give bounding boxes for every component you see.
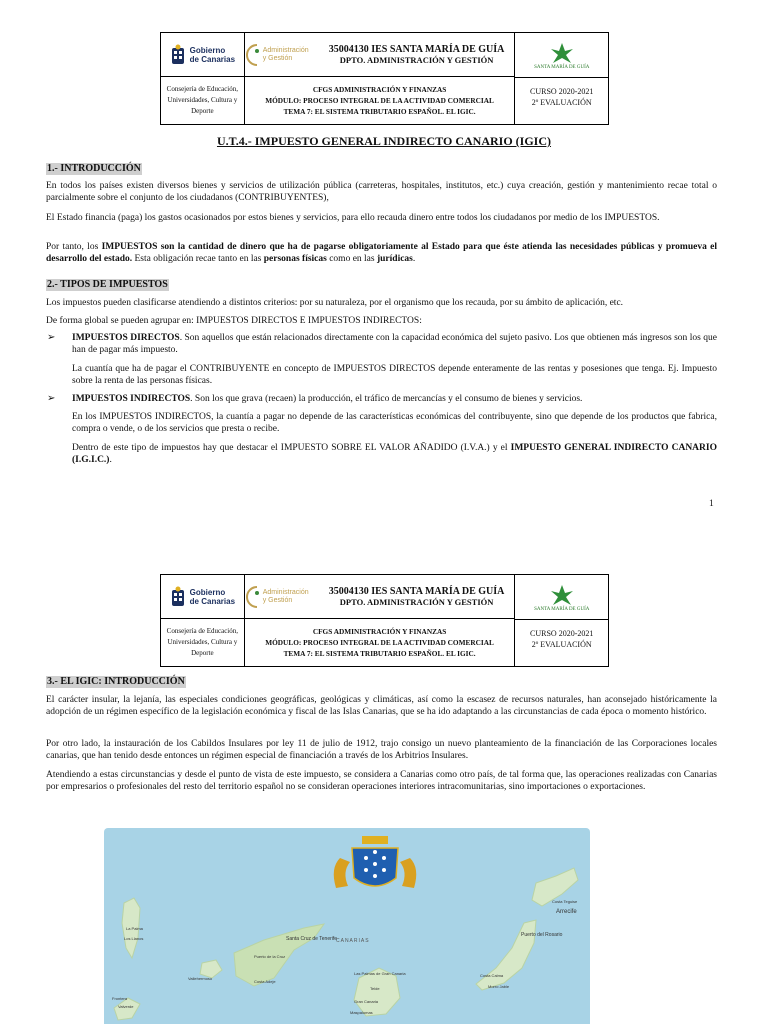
consejeria: Consejería de Educación, Universidades, Cultura y Deporte	[161, 77, 245, 125]
map-label: Costa Calma	[480, 973, 504, 978]
map-label: Morro Jable	[488, 984, 510, 989]
canarias-coat-of-arms-icon	[334, 836, 417, 888]
canarias-shield-icon	[170, 586, 186, 608]
ag-logo: Administración y Gestión	[245, 589, 319, 605]
directos-detail: La cuantía que ha de pagar el CONTRIBUYENTE en concepto de IMPUESTOS DIRECTOS depende enteramente de las rentas y posesiones que tenga. Ej. Impuesto sobre la renta de las personas físicas.	[72, 364, 717, 387]
map-label: Los Llanos	[124, 936, 144, 941]
evaluacion: 2º EVALUACIÓN	[531, 640, 592, 649]
map-label: Maspalomas	[350, 1010, 373, 1015]
s1-paragraph-3: Por tanto, los IMPUESTOS son la cantidad de dinero que ha de pagarse obligatoriamente al Estado para que éste atienda las necesidades públicas y promueva el desarrollo del estado. Esta obligación recae tanto en las personas físicas como en las jurídicas.	[46, 242, 718, 265]
map-label: Arrecife	[556, 909, 577, 915]
canarias-shield-icon	[170, 44, 186, 66]
indirectos-detail: En los IMPUESTOS INDIRECTOS, la cuantía a pagar no depende de las características económicas del contribuyente, sino que depende de los productos que fabrica, compra o vende, o de los servicios que presta o recibe.	[72, 412, 717, 435]
map-label: Gran Canaria	[354, 999, 379, 1004]
map-label: Puerto del Rosario	[521, 932, 563, 938]
bullet-directos: IMPUESTOS DIRECTOS. Son aquellos que están relacionados directamente con la capacidad económica del sujeto pasivo. Los que obtienen más ingresos son los que han de pagar más impuesto.	[72, 333, 717, 356]
s2-paragraph-1: Los impuestos pueden clasificarse atendiendo a distintos criterios: por su naturaleza, por el organismo que los recauda, por su ámbito de aplicación, etc.	[46, 298, 624, 308]
s3-paragraph-3: Atendiendo a estas circunstancias y desde el punto de vista de este impuesto, se considera a Canarias como otro país, de tal forma que, las operaciones realizadas con Canarias por empresarios o profesionales del resto del territorio español no se consideran operaciones interiores intracomunitarias, sino importaciones o exportaciones.	[46, 770, 717, 793]
map-label: Costa Adeje	[254, 979, 276, 984]
ies-logo: SANTA MARÍA DE GUÍA	[515, 575, 608, 620]
course-info: CFGS ADMINISTRACIÓN Y FINANZAS MÓDULO: PROCESO INTEGRAL DE LA ACTIVIDAD COMERCIAL TEMA 7: EL SISTEMA TRIBUTARIO ESPAÑOL. EL IGIC.	[244, 619, 515, 667]
map-label: Valverde	[118, 1004, 134, 1009]
school-name: 35004130 IES SANTA MARÍA DE GUÍA	[328, 44, 505, 56]
s2-paragraph-2: De forma global se pueden agrupar en: IMPUESTOS DIRECTOS E IMPUESTOS INDIRECTOS:	[46, 316, 422, 326]
el-hierro-island	[114, 998, 140, 1020]
bullet-arrow-icon: ➢	[47, 332, 56, 343]
doc-title: U.T.4.- IMPUESTO GENERAL INDIRECTO CANARIO (IGIC)	[216, 134, 552, 148]
canary-islands-map	[104, 828, 590, 1024]
s1-paragraph-1: En todos los países existen diversos bienes y servicios de utilización pública (carreteras, hospitales, institutos, etc.) cuya creación, gestión y mantenimiento recae total o parcialmente sobre el conjunto de los ciudadanos (CONTRIBUYENTES),	[46, 181, 717, 204]
curso: CURSO 2020-2021	[530, 629, 594, 638]
gobierno-logo: Gobierno de Canarias	[161, 44, 244, 66]
section-2-heading: 2.- TIPOS DE IMPUESTOS	[47, 279, 168, 290]
section-1-heading: 1.- INTRODUCCIÓN	[47, 163, 141, 174]
map-label: La Palma	[126, 926, 143, 931]
ag-logo-icon	[245, 43, 261, 67]
page-number: 1	[709, 499, 714, 509]
s1-paragraph-2: El Estado financia (paga) los gastos ocasionados por estos bienes y servicios, para ello recauda dinero entre todos los ciudadanos por medio de los IMPUESTOS.	[46, 213, 660, 223]
map-label: Vallehermoso	[188, 976, 213, 981]
department: DPTO. ADMINISTRACIÓN Y GESTIÓN	[339, 55, 494, 66]
page1-header	[160, 32, 609, 125]
school-name: 35004130 IES SANTA MARÍA DE GUÍA	[328, 586, 505, 598]
map-label: CANARIAS	[336, 938, 370, 944]
consejeria: Consejería de Educación, Universidades, Cultura y Deporte	[161, 619, 245, 667]
evaluacion: 2º EVALUACIÓN	[531, 98, 592, 107]
fuerteventura-island	[476, 920, 536, 990]
map-label: Puerto de la Cruz	[254, 954, 286, 959]
bullet-arrow-icon: ➢	[47, 393, 56, 404]
map-label: Las Palmas de Gran Canaria	[354, 971, 406, 976]
department: DPTO. ADMINISTRACIÓN Y GESTIÓN	[339, 597, 494, 608]
ies-tree-icon	[547, 41, 577, 65]
map-label: Telde	[370, 986, 380, 991]
course-info: CFGS ADMINISTRACIÓN Y FINANZAS MÓDULO: PROCESO INTEGRAL DE LA ACTIVIDAD COMERCIAL TEMA 7: EL SISTEMA TRIBUTARIO ESPAÑOL. EL IGIC.	[244, 77, 515, 125]
page2-header	[160, 574, 609, 667]
map-label: Costa Teguise	[552, 899, 578, 904]
bullet-indirectos: IMPUESTOS INDIRECTOS. Son los que grava (recaen) la producción, el tráfico de mercancías y el consumo de bienes y servicios.	[72, 394, 583, 404]
ag-logo: Administración y Gestión	[245, 47, 319, 63]
s3-paragraph-1: El carácter insular, la lejanía, las especiales condiciones geográficas, geológicas y climáticas, así como la escasez de recursos naturales, han aconsejado históricamente la adopción de un régimen específico de la legislación económica y fiscal de las Islas Canarias, que se ha ido adaptando a las circunstancias de cada época o momento histórico.	[46, 695, 717, 718]
curso: CURSO 2020-2021	[530, 87, 594, 96]
section-3-heading: 3.- EL IGIC: INTRODUCCIÓN	[47, 676, 185, 687]
map-label: Frontera	[112, 996, 128, 1001]
gobierno-logo: Gobierno de Canarias	[161, 586, 244, 608]
s3-paragraph-2: Por otro lado, la instauración de los Cabildos Insulares por ley 11 de julio de 1912, trajo consigo un nuevo planteamiento de la financiación de las Corporaciones locales canarias, que han tenido desde entonces un régimen especial de financiación a través de los Arbitrios Insulares.	[46, 739, 717, 762]
ag-logo-icon	[245, 585, 261, 609]
ies-logo: SANTA MARÍA DE GUÍA	[515, 33, 608, 78]
map-label: Santa Cruz de Tenerife	[286, 936, 338, 942]
indirectos-igic: Dentro de este tipo de impuestos hay que destacar el IMPUESTO SOBRE EL VALOR AÑADIDO (I.V.A.) y el IMPUESTO GENERAL INDIRECTO CANARIO (I.G.I.C.).	[72, 443, 717, 466]
ies-tree-icon	[547, 583, 577, 607]
